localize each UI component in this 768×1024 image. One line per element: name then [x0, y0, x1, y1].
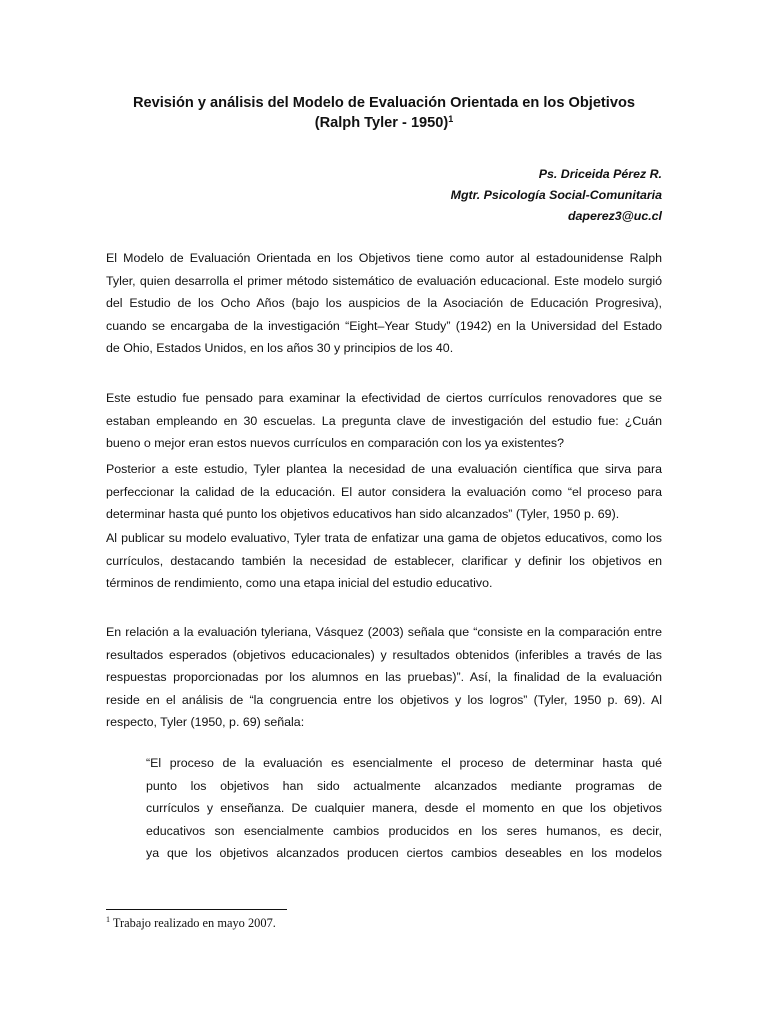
paragraph-2 — [106, 387, 662, 455]
author-block — [451, 164, 662, 227]
footnote-mark: 1 — [106, 915, 110, 924]
author-email: daperez3@uc.cl — [567, 209, 662, 223]
footnote — [106, 915, 276, 931]
paragraph-line: perfeccionar la calidad de la educación. El autor considera la evaluación como “el proceso para — [106, 484, 662, 499]
quote-line: educativos son esencialmente cambios producidos en los seres humanos, es decir, — [146, 823, 662, 838]
paragraph-line: respecto, Tyler (1950, p. 69) señala: — [106, 715, 305, 730]
paragraph-line: de Ohio, Estados Unidos, en los años 30 y principios de los 40. — [106, 341, 454, 356]
footnote-divider — [106, 909, 287, 910]
title-line-2 — [0, 113, 768, 133]
document-title — [0, 93, 768, 133]
paragraph-line: respuestas proporcionadas por los alumnos en las pruebas)”. Así, la finalidad de la evaluación — [106, 670, 662, 685]
paragraph-line: En relación a la evaluación tyleriana, Vásquez (2003) señala que “consiste en la comparación entre — [106, 625, 662, 639]
paragraph-line: Posterior a este estudio, Tyler plantea la necesidad de una evaluación científica que sirva para — [106, 462, 662, 476]
footnote-text: Trabajo realizado en mayo 2007. — [112, 916, 276, 930]
paragraph-line: bueno o mejor eran estos nuevos currículos en comparación con los ya existentes? — [106, 436, 565, 451]
paragraph-line: El Modelo de Evaluación Orientada en los Objetivos tiene como autor al estadounidense Ralph — [106, 251, 662, 265]
quote-line: “El proceso de la evaluación es esencialmente el proceso de determinar hasta qué — [146, 756, 662, 770]
title-line-1: Revisión y análisis del Modelo de Evaluación Orientada en los Objetivos — [132, 95, 635, 111]
author-name: Ps. Driceida Pérez R. — [538, 167, 662, 181]
paragraph-line: Este estudio fue pensado para examinar la efectividad de ciertos currículos renovadores que se — [106, 391, 662, 405]
paragraph-line: currículos, destacando también la necesidad de establecer, clarificar y definir los objetivos en — [106, 553, 662, 568]
title-footnote-mark: 1 — [448, 114, 454, 124]
paragraph-5 — [106, 621, 662, 734]
quote-line: currículos y enseñanza. De cualquier manera, desde el momento en que los objetivos — [146, 801, 662, 816]
title-subtitle: (Ralph Tyler - 1950) — [314, 115, 449, 131]
paragraph-line: estaban empleando en 30 escuelas. La pregunta clave de investigación del estudio fue: ¿Cuán — [106, 413, 662, 428]
quote-line: ya que los objetivos alcanzados producen ciertos cambios deseables en los modelos — [146, 846, 662, 861]
author-degree: Mgtr. Psicología Social-Comunitaria — [450, 188, 662, 202]
paragraph-3 — [106, 458, 662, 526]
paragraph-line: del Estudio de los Ocho Años (bajo los auspicios de la Asociación de Educación Progresiva), — [106, 296, 662, 311]
paragraph-4 — [106, 527, 662, 595]
paragraph-line: resultados esperados (objetivos educacionales) y resultados obtenidos (inferibles a través de las — [106, 647, 662, 662]
paragraph-line: cuando se encargaba de la investigación “Eight–Year Study” (1942) en la Universidad del Estado — [106, 318, 662, 333]
paragraph-line: determinar hasta qué punto los objetivos educativos han sido alcanzados” (Tyler, 1950 p. 69). — [106, 507, 620, 522]
paragraph-line: términos de rendimiento, como una etapa inicial del estudio educativo. — [106, 576, 493, 591]
paragraph-1 — [106, 247, 662, 360]
paragraph-line: Al publicar su modelo evaluativo, Tyler trata de enfatizar una gama de objetos educativos, como los — [106, 531, 662, 545]
paragraph-line: Tyler, quien desarrolla el primer método sistemático de evaluación educacional. Este modelo surgió — [106, 273, 662, 288]
paragraph-line: reside en el análisis de “la congruencia entre los objetivos y los logros” (Tyler, 1950 p. 69). Al — [106, 692, 662, 707]
quote-line: punto los objetivos han sido actualmente alcanzados mediante programas de — [146, 778, 662, 793]
block-quote — [146, 752, 662, 865]
